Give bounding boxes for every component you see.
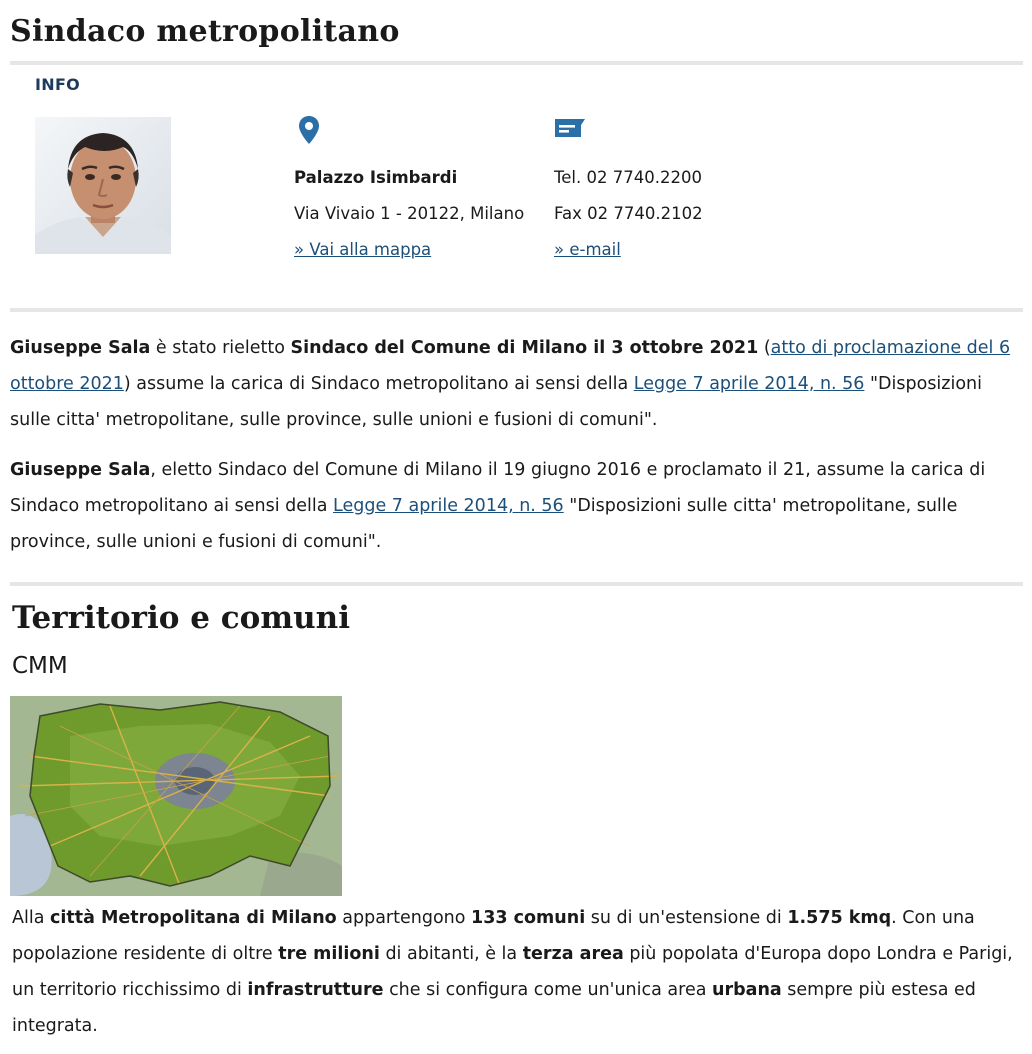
person-name: Giuseppe Sala	[10, 460, 151, 480]
proclamation-link[interactable]: atto di proclamazione del 6 ottobre 2021	[10, 338, 1011, 394]
divider	[10, 308, 1023, 312]
map-link[interactable]: » Vai alla mappa	[294, 240, 432, 259]
law-link[interactable]: Legge 7 aprile 2014, n. 56	[633, 374, 865, 394]
person-name: Giuseppe Sala	[10, 338, 151, 358]
divider	[10, 61, 1023, 65]
law-link[interactable]: Legge 7 aprile 2014, n. 56	[333, 496, 564, 516]
address-street: Via Vivaio 1 - 20122, Milano	[294, 204, 525, 223]
section-title: Territorio e comuni	[12, 600, 350, 636]
avatar	[35, 117, 171, 254]
message-icon	[554, 117, 586, 139]
paragraph-territorio: Alla città Metropolitana di Milano appartengono 133 comuni su di un'estensione di 1.575 kmq. Con una popolazione residente di oltre tre milioni di abitanti, è la terza area più popolata d'Europa dopo Londra e Parigi, un territorio ricchissimo di infrastrutture che si configura come un'unica area urbana sempre più estesa ed integrata.	[12, 908, 1013, 1036]
territory-map	[10, 696, 342, 896]
paragraph-rielezione: Giuseppe Sala è stato rieletto Sindaco del Comune di Milano il 3 ottobre 2021 (atto di proclamazione del 6 ottobre 2021) assume la carica di Sindaco metropolitano ai sensi della Legge 7 aprile 2014, n. 56 "Disposizioni sulle citta' metropolitane, sulle province, sulle unioni e fusioni di comuni".	[10, 338, 1011, 430]
email-link[interactable]: » e-mail	[554, 240, 621, 259]
divider	[10, 582, 1023, 586]
telephone: Tel. 02 7740.2200	[554, 168, 702, 187]
address-name: Palazzo Isimbardi	[294, 168, 458, 187]
sindaco-photo	[35, 117, 171, 254]
info-label: INFO	[35, 75, 81, 94]
address-block	[294, 160, 524, 268]
section-subtitle: CMM	[12, 653, 68, 679]
paragraph-elezione-2016: Giuseppe Sala, eletto Sindaco del Comune di Milano il 19 giugno 2016 e proclamato il 21, assume la carica di Sindaco metropolitano ai sensi della Legge 7 aprile 2014, n. 56 "Disposizioni sulle citta' metropolitane, sulle province, sulle unioni e fusioni di comuni".	[10, 460, 986, 552]
fax: Fax 02 7740.2102	[554, 204, 703, 223]
page-title: Sindaco metropolitano	[10, 14, 400, 49]
contacts-block	[554, 160, 703, 268]
map-pin-icon	[297, 115, 321, 145]
